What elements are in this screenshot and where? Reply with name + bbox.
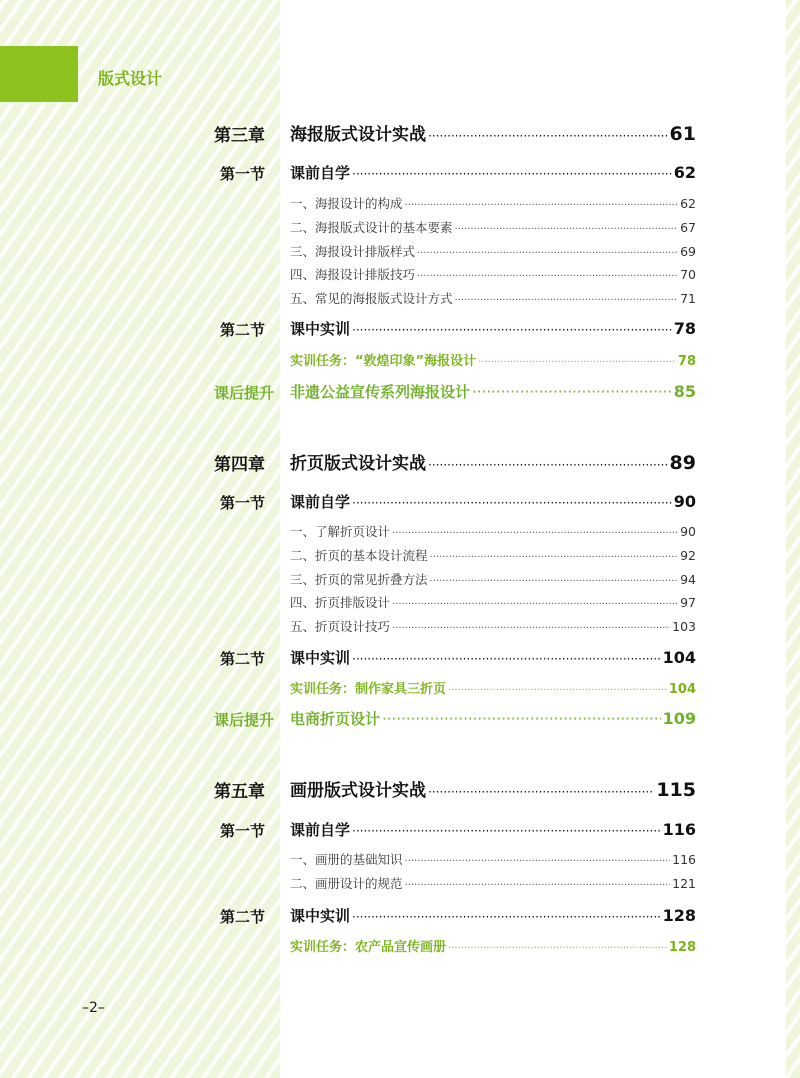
decorative-stripe-edge [786, 0, 800, 1078]
task-page: 78 [677, 354, 696, 369]
toc-item-entry[interactable] [290, 546, 696, 564]
after-class-page: 85 [673, 382, 696, 401]
section-title: 课中实训 [290, 320, 351, 338]
dot-leader [428, 129, 668, 143]
toc-item-entry[interactable] [290, 194, 696, 212]
toc-item-entry[interactable] [290, 874, 696, 892]
chapter-page: 89 [669, 452, 696, 474]
toc-item-entry[interactable] [290, 289, 696, 307]
dot-leader [455, 295, 679, 306]
toc-chapter-entry[interactable] [290, 120, 696, 145]
chapter-label: 第四章 [214, 455, 265, 475]
item-page: 97 [680, 595, 696, 610]
dot-leader [448, 685, 667, 696]
section-label: 第二节 [220, 321, 266, 339]
section-page: 104 [662, 648, 696, 667]
dot-leader [352, 323, 672, 337]
after-class-label: 课后提升 [214, 711, 275, 729]
toc-item-entry[interactable] [290, 850, 696, 868]
chapter-page: 61 [669, 123, 696, 145]
item-title: 五、常见的海报版式设计方式 [290, 291, 453, 306]
toc-item-entry[interactable] [290, 570, 696, 588]
after-class-title: 电商折页设计 [290, 710, 381, 728]
section-title: 课前自学 [290, 164, 351, 182]
toc-section-entry[interactable] [290, 162, 696, 183]
section-title: 课前自学 [290, 821, 351, 839]
item-title: 二、画册设计的规范 [290, 876, 403, 891]
task-page: 104 [668, 682, 696, 697]
dot-leader [405, 880, 671, 891]
item-title: 一、了解折页设计 [290, 524, 391, 539]
section-title: 课中实训 [290, 649, 351, 667]
toc-section-entry[interactable] [290, 647, 696, 668]
section-label: 第一节 [220, 822, 266, 840]
dot-leader [448, 943, 667, 954]
toc-section-entry[interactable] [290, 318, 696, 339]
after-class-title: 非遗公益宣传系列海报设计 [290, 383, 471, 401]
dot-leader [352, 496, 672, 510]
dot-leader [352, 167, 672, 181]
item-title: 二、折页的基本设计流程 [290, 548, 428, 563]
dot-leader [382, 710, 661, 728]
item-page: 67 [680, 220, 696, 235]
section-title: 课前自学 [290, 493, 351, 511]
toc-after-class-entry[interactable] [290, 708, 696, 729]
item-title: 三、折页的常见折叠方法 [290, 572, 428, 587]
section-label: 第一节 [220, 165, 266, 183]
dot-leader [392, 623, 670, 634]
section-label: 第二节 [220, 908, 266, 926]
toc-item-entry[interactable] [290, 593, 696, 611]
dot-leader [352, 652, 661, 666]
item-title: 三、海报设计排版样式 [290, 244, 416, 259]
chapter-title: 海报版式设计实战 [290, 125, 426, 145]
toc-task-entry[interactable] [290, 936, 696, 955]
chapter-title: 画册版式设计实战 [290, 781, 426, 801]
item-title: 四、折页排版设计 [290, 595, 391, 610]
item-page: 103 [672, 619, 696, 634]
item-title: 四、海报设计排版技巧 [290, 267, 416, 282]
task-title: 实训任务：制作家具三折页 [290, 682, 447, 697]
dot-leader [478, 357, 676, 368]
chapter-title: 折页版式设计实战 [290, 454, 426, 474]
section-page: 78 [673, 319, 696, 338]
dot-leader [455, 224, 679, 235]
toc-item-entry[interactable] [290, 242, 696, 260]
item-page: 116 [672, 852, 696, 867]
toc-section-entry[interactable] [290, 905, 696, 926]
dot-leader [430, 576, 679, 587]
dot-leader [417, 271, 678, 282]
after-class-label: 课后提升 [214, 384, 275, 402]
dot-leader [428, 458, 668, 472]
dot-leader [417, 248, 678, 259]
toc-chapter-entry[interactable] [290, 449, 696, 474]
toc-after-class-entry[interactable] [290, 381, 696, 402]
toc-section-entry[interactable] [290, 491, 696, 512]
section-page: 128 [662, 906, 696, 925]
task-title: 实训任务：“敦煌印象”海报设计 [290, 354, 477, 369]
item-page: 71 [680, 291, 696, 306]
dot-leader [392, 599, 678, 610]
item-title: 二、海报版式设计的基本要素 [290, 220, 453, 235]
item-title: 一、海报设计的构成 [290, 196, 403, 211]
item-page: 121 [672, 876, 696, 891]
dot-leader [352, 910, 661, 924]
toc-chapter-entry[interactable] [290, 776, 696, 801]
toc-task-entry[interactable] [290, 350, 696, 369]
task-title: 实训任务：农产品宣传画册 [290, 940, 447, 955]
dot-leader [428, 785, 654, 799]
item-page: 92 [680, 548, 696, 563]
section-label: 第二节 [220, 650, 266, 668]
section-title: 课中实训 [290, 907, 351, 925]
item-title: 一、画册的基础知识 [290, 852, 403, 867]
item-page: 69 [680, 244, 696, 259]
item-page: 94 [680, 572, 696, 587]
book-title: 版式设计 [98, 69, 163, 88]
item-page: 90 [680, 524, 696, 539]
toc-item-entry[interactable] [290, 617, 696, 635]
task-page: 128 [668, 940, 696, 955]
header-green-tab [0, 46, 78, 102]
chapter-page: 115 [656, 779, 696, 801]
item-page: 62 [680, 196, 696, 211]
section-page: 116 [662, 820, 696, 839]
section-label: 第一节 [220, 494, 266, 512]
dot-leader [352, 824, 661, 838]
after-class-page: 109 [662, 709, 696, 728]
toc-item-entry[interactable] [290, 522, 696, 540]
page-number: –2– [82, 1000, 105, 1016]
dot-leader [405, 856, 671, 867]
section-page: 90 [673, 492, 696, 511]
item-page: 70 [680, 267, 696, 282]
dot-leader [405, 200, 679, 211]
toc-section-entry[interactable] [290, 819, 696, 840]
chapter-label: 第五章 [214, 782, 265, 802]
dot-leader [430, 552, 679, 563]
toc-item-entry[interactable] [290, 218, 696, 236]
section-page: 62 [673, 163, 696, 182]
dot-leader [392, 528, 678, 539]
toc-task-entry[interactable] [290, 678, 696, 697]
toc-item-entry[interactable] [290, 265, 696, 283]
item-title: 五、折页设计技巧 [290, 619, 391, 634]
dot-leader [472, 383, 672, 401]
chapter-label: 第三章 [214, 126, 265, 146]
